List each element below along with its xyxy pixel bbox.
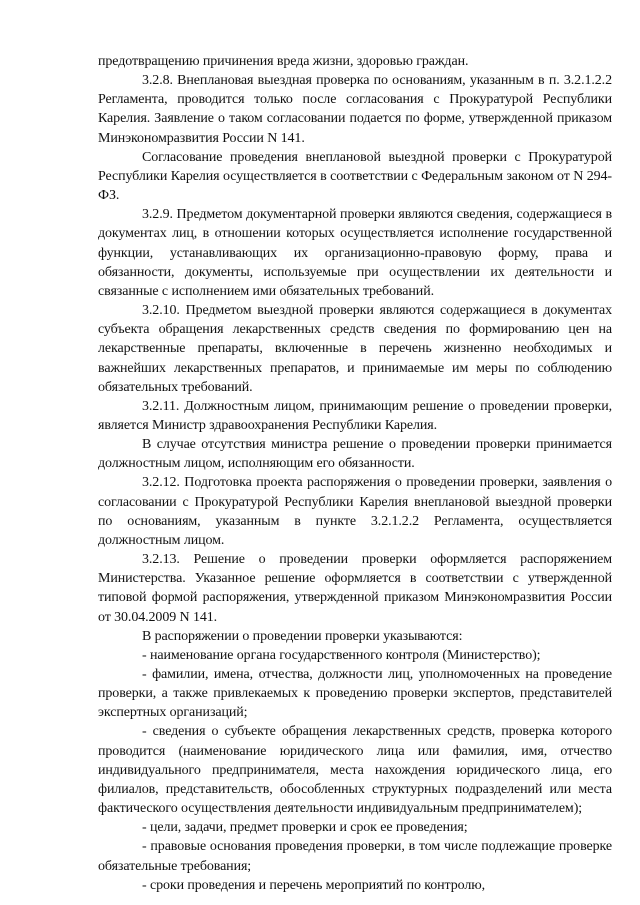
paragraph-3-2-12: 3.2.12. Подготовка проекта распоряжения о проведении проверки, заявления о согласовании с Прокуратурой Республики Карелия внеплановой выездной проверки по основаниям, указанным в пункте 3.2.1.2.2 Регламента, осуществляется должностным лицом.	[98, 475, 612, 548]
paragraph-3-2-9: 3.2.9. Предметом документарной проверки являются сведения, содержащиеся в документах лиц, в отношении которых осуществляется исполнение государственной функции, устанавливающих их организационно-правовую форму, права и обязанности, документы, используемые при осуществлении их деятельности и связанные с исполнением ими обязательных требований.	[98, 207, 612, 299]
paragraph-3-2-11: 3.2.11. Должностным лицом, принимающим решение о проведении проверки, является Министр здравоохранения Республики Карелия.	[98, 398, 612, 433]
list-item: - сведения о субъекте обращения лекарственных средств, проверка которого проводится (наименование юридического лица или фамилия, имя, отчество индивидуального предпринимателя, места нахождения юридического лица, его филиалов, представительств, обособленных структурных подразделений или места фактического осуществления деятельности индивидуальным предпринимателем);	[98, 724, 612, 817]
paragraph: В распоряжении о проведении проверки указываются:	[142, 628, 463, 644]
paragraph-3-2-8: 3.2.8. Внеплановая выездная проверка по основаниям, указанным в п. 3.2.1.2.2 Регламента, проводится только после согласования с Прокуратурой Республики Карелия. Заявление о таком согласовании подается по форме, утвержденной приказом Минэкономразвития России N 141.	[98, 73, 612, 146]
list-item: - правовые основания проведения проверки, в том числе подлежащие проверке обязательные требования;	[98, 839, 612, 874]
paragraph: В случае отсутствия министра решение о проведении проверки принимается должностным лицом, исполняющим его обязанности.	[98, 437, 612, 472]
paragraph-3-2-10: 3.2.10. Предметом выездной проверки являются содержащиеся в документах субъекта обращения лекарственных средств сведения по формированию цен на лекарственные препараты, включенные в перечень жизненно необходимых и важнейших лекарственных препаратов, и принимаемые им меры по соблюдению обязательных требований.	[98, 303, 612, 395]
paragraph-3-2-13: 3.2.13. Решение о проведении проверки оформляется распоряжением Министерства. Указанное решение оформляется в соответствии с утвержденной типовой формой распоряжения, утвержденной приказом Минэкономразвития России от 30.04.2009 N 141.	[98, 552, 612, 625]
list-item: - наименование органа государственного контроля (Министерство);	[142, 647, 541, 663]
list-item: - фамилии, имена, отчества, должности лиц, уполномоченных на проведение проверки, а также привлекаемых к проведению проверки экспертов, представителей экспертных организаций;	[98, 667, 612, 721]
paragraph: Согласование проведения внеплановой выездной проверки с Прокуратурой Республики Карелия осуществляется в соответствии с Федеральным законом от N 294-ФЗ.	[98, 149, 612, 204]
paragraph: предотвращению причинения вреда жизни, здоровью граждан.	[98, 54, 469, 69]
document-body	[98, 52, 612, 895]
list-item: - сроки проведения и перечень мероприятий по контролю,	[142, 877, 486, 893]
list-item: - цели, задачи, предмет проверки и срок ее проведения;	[142, 820, 468, 836]
